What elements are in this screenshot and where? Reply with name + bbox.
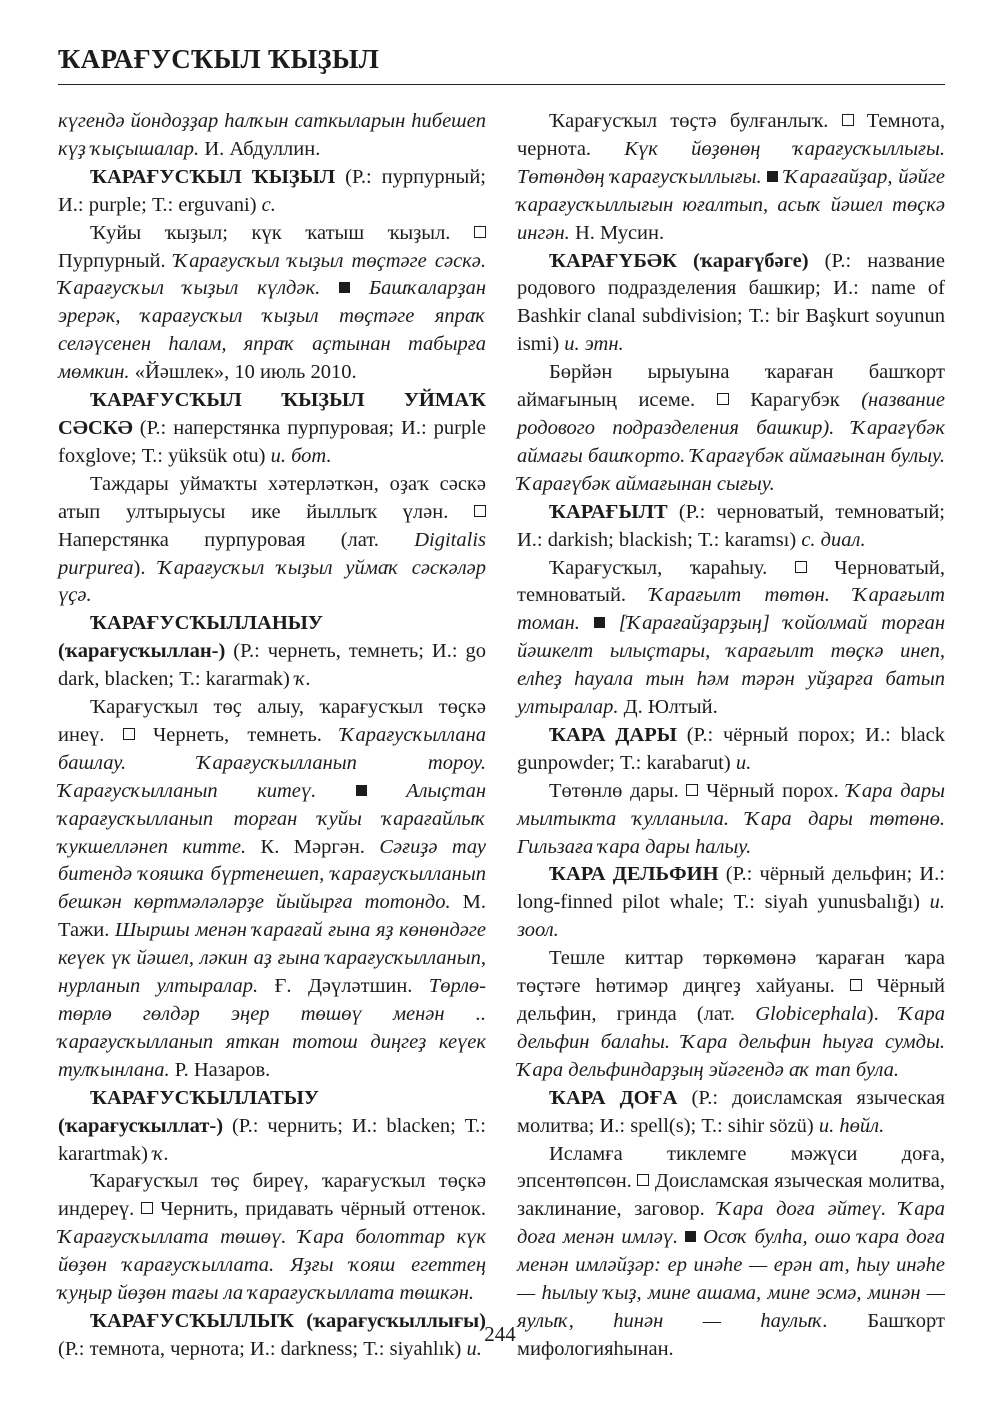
example-text: Ҡара дары мылтыкта ҡулланыла. Ҡара дары төтөнө. Гильзаға ҡара дары һалыу. xyxy=(517,779,945,858)
punctuation: ). xyxy=(133,556,159,579)
translation-text: Чёрный дельфин, гринда (лат. xyxy=(517,975,945,1025)
pos-label: и. зоол. xyxy=(517,891,945,942)
dictionary-entry xyxy=(58,164,486,220)
pos-label: и. һөйл. xyxy=(818,1114,885,1137)
left-column xyxy=(58,108,486,1364)
gloss: (Р.: чернить; И.: blacken; Т.: karartmak) xyxy=(58,1114,486,1165)
header-rule xyxy=(58,84,945,85)
quotation-text: Сәғиҙә тау битендә ҡояшка бүртенешеп, ҡарағусҡылланып бешкән көртмәләләрҙе йыйырға тотондо. xyxy=(58,835,486,914)
right-column xyxy=(517,108,945,1364)
translation-text: Чернеть, темнеть. xyxy=(134,723,341,746)
quotation-text: Ҡарағайҙар, йәйге ҡарағусҡыллығын юғалтып, асыҡ йәшел төҫкә ингән. xyxy=(517,165,946,244)
source-text: Ғ. Дәүләтшин. xyxy=(258,975,429,998)
definition xyxy=(517,778,945,862)
definition-text: Тешле киттар төркөмөнә ҡараған ҡара төҫтәге һөтимәр диңгеҙ хайуаны. xyxy=(517,947,945,998)
headword: ҠАРА ДАРЫ xyxy=(549,723,677,746)
headword: ҠАРАҒУСҠЫЛЛЫҠ (ҡарағусҡыллығы) xyxy=(90,1309,486,1332)
pos-label: и. xyxy=(735,751,752,774)
definition xyxy=(517,945,945,1085)
definition-text: Ҡуйы ҡыҙыл; күк ҡатыш ҡыҙыл. xyxy=(90,221,474,244)
source-text: «Йәшлек», 10 июль 2010. xyxy=(129,361,357,384)
source-text: Башҡорт мифологияһынан. xyxy=(517,1309,945,1360)
example-text: Ҡарағусҡыллата төшөү. Ҡара болоттар күк йөҙөн ҡарағусҡыллата. Яҙғы ҡояш егеттең ҡуңыр йөҙөн тағы ла ҡарағусҡыллата төшкән. xyxy=(58,1226,486,1305)
quotation-text: Төрлө-төрлө гөлдәр эңер төшөү менән .. ҡарағусҡылланып яткан тотош диңгеҙ кеүек тулҡынлана. xyxy=(58,975,486,1081)
translation-marker-icon xyxy=(850,979,862,991)
gloss: (Р.: чёрный порох; И.: black gunpowder; Т.: karabarut) xyxy=(517,723,945,774)
definition-text: Ҡарағусҡыл төҫ биреү, ҡарағусҡыл төҫкә индереү. xyxy=(58,1170,486,1221)
example-text: Ҡарағылт төтөн. Ҡарағылт томан. xyxy=(517,584,945,635)
quotation-text: Башҡаларҙан эрерәк, ҡарағусҡыл ҡыҙыл төҫтәге япраҡ селәүсенен һалам, япраҡ аҫтынан табырға мөмкин. xyxy=(58,277,487,384)
pos-label: и. этн. xyxy=(564,333,624,356)
dictionary-entry xyxy=(517,248,945,360)
gloss: (Р.: доисламская языческая молитва; И.: spell(s); Т.: sihir sözü) xyxy=(517,1086,945,1137)
quotation-marker-icon xyxy=(339,282,350,293)
definition xyxy=(517,359,945,499)
definition-text: Таждары уймаҡты хәтерләткән, оҙаҡ сәскә атып ултырыусы ике йыллыҡ үлән. xyxy=(58,472,486,523)
quotation-marker-icon xyxy=(356,785,367,796)
source-text: К. Мәргән. xyxy=(246,835,380,858)
gloss: (Р.: наперстянка пурпуровая; И.: purple foxglove; Т.: yüksük otu) xyxy=(58,416,486,467)
translation-text: Черноватый, темноватый. xyxy=(517,556,945,607)
headword: ҠАРА ДЕЛЬФИН xyxy=(549,863,719,886)
translation-text: Чёрный порох. xyxy=(698,779,847,802)
translation-marker-icon xyxy=(474,226,486,238)
pos-label: и. бот. xyxy=(270,444,332,467)
definition-text: Бөрйән ырыуына ҡараған башҡорт аймағының исеме. xyxy=(517,361,945,412)
definition xyxy=(58,220,486,387)
translation-marker-icon xyxy=(795,561,807,573)
example-text: күгендә йондоҙҙар һалҡын саткыларын һибешеп күҙ ҡыҫышалар. xyxy=(58,110,486,160)
example-text: Ҡарағусҡыл ҡыҙыл уймаҡ сәскәләр үҫә. xyxy=(58,556,486,607)
definition-text: Исламға тиклемге мәжүси доға, эпсентөпсөн. xyxy=(517,1142,945,1193)
quotation-marker-icon xyxy=(685,1231,696,1242)
translation-marker-icon xyxy=(842,114,854,126)
quotation-text: Шыршы менән ҡарағай ғына яҙ көнөндәге кеүек үк йәшел, ләкин аҙ ғына ҡарағусҡылланып, нурланып ултыралар. xyxy=(58,919,487,998)
definition xyxy=(58,471,486,611)
headword: ҠАРАҒУСҠЫЛ ҠЫҘЫЛ УЙМАҠ СӘСКӘ xyxy=(58,389,486,439)
pos-label: с. xyxy=(261,193,276,216)
source-text: М. Тажи. xyxy=(58,891,486,942)
gloss: (Р.: название родового подразделения башкир; И.: name of Bashkir clanal subdivision; Т.: bir Başkurt soyunun ismi) xyxy=(517,249,946,356)
punctuation: ). xyxy=(866,1003,899,1025)
source-text: И. Абдуллин. xyxy=(199,137,321,160)
headword: ҠАРАҒҮБӘК (ҡарағүбәге) xyxy=(549,249,809,272)
definition-text: Ҡарағусҡыл төҫтә булғанлыҡ. xyxy=(549,110,842,132)
page-number: 244 xyxy=(484,1322,516,1346)
translation-text: Чернить, придавать чёрный оттенок. xyxy=(153,1198,486,1221)
definition xyxy=(58,694,486,1085)
definition xyxy=(58,1168,486,1308)
quotation-marker-icon xyxy=(767,171,778,182)
pos-label: с. диал. xyxy=(801,528,866,551)
gloss: (Р.: черноватый, темноватый; И.: darkish; blackish; Т.: karamsı) xyxy=(517,500,945,551)
dictionary-entry xyxy=(58,1085,486,1169)
example-text: Күк йөҙөнөң ҡарағусҡыллығы. Төтөндөң ҡарағусҡыллығы. xyxy=(517,137,945,188)
latin-name: Digitalis purpurea xyxy=(58,528,486,579)
definition-text: Төтөнлө дары. xyxy=(549,779,687,802)
gloss: (Р.: пурпурный; И.: purple; Т.: erguvani) xyxy=(58,165,486,216)
pos-label: ҡ. xyxy=(153,1142,169,1165)
translation-marker-icon xyxy=(637,1174,649,1186)
headword: ҠАРАҒЫЛТ xyxy=(549,500,668,523)
translation-marker-icon xyxy=(686,784,698,796)
source-text: Н. Мусин. xyxy=(569,221,665,244)
translation-text: Темнота, чернота. xyxy=(517,110,945,160)
headword: ҠАРАҒУСҠЫЛЛАНЫУ (ҡарағусҡыллан-) xyxy=(58,612,323,663)
dictionary-entry xyxy=(517,499,945,555)
pos-label: и. xyxy=(466,1337,482,1360)
dictionary-entry xyxy=(58,387,486,471)
running-head: ҠАРАҒУСҠЫЛ ҠЫҘЫЛ xyxy=(58,44,380,74)
example-text: Ҡарағусҡыллана башлау. Ҡарағусҡылланып тороу. Ҡарағусҡылланып китеү. xyxy=(58,723,486,802)
translation-text: Карагубэк xyxy=(728,389,862,412)
definition-text: Ҡарағусҡыл, ҡараһыу. xyxy=(549,556,795,579)
latin-name: Globicephala xyxy=(755,1003,867,1025)
quotation-text: [Ҡарағайҙарҙың] ҡойолмай торған йәшкелт ылыҫтары, ҡарағылт төҫкә инеп, елһеҙ һауала тын һәм тәрән уйҙарға батып ултыралар. xyxy=(517,612,945,719)
quotation-marker-icon xyxy=(594,617,605,628)
translation-marker-icon xyxy=(141,1202,153,1214)
translation-marker-icon xyxy=(474,505,486,517)
gloss: (Р.: чёрный дельфин; И.: long-finned pilot whale; Т.: siyah yunusbalığı) xyxy=(517,863,945,914)
dictionary-entry xyxy=(517,722,945,778)
definition xyxy=(517,555,945,722)
quotation-text: Алыҫтан ҡарағусҡылланып торған ҡуйы ҡарағайлыҡ ҡукшелләнеп китте. xyxy=(58,779,486,858)
gloss: (Р.: темнота, чернота; И.: darkness; Т.: siyahlık) xyxy=(58,1337,467,1360)
source-text: Р. Назаров. xyxy=(169,1058,271,1081)
dictionary-entry xyxy=(517,1085,945,1141)
translation-text: Наперстянка пурпуровая (лат. xyxy=(58,528,415,551)
headword: ҠАРАҒУСҠЫЛЛАТЫУ (ҡарағусҡыллат-) xyxy=(58,1086,319,1137)
example-text: Ҡара доға әйтеү. Ҡара доға менән имләү. xyxy=(517,1198,945,1249)
translation-text: Доисламская языческая молитва, заклинание, заговор. xyxy=(517,1170,945,1221)
paragraph xyxy=(58,108,486,164)
example-text: (название родового подразделения башкир). Ҡарағүбәк аймағы башҡорто. Ҡарағүбәк аймағынан булыу. Ҡарағүбәк аймағынан сығыу. xyxy=(517,389,945,495)
translation-marker-icon xyxy=(717,393,729,405)
pos-label: ҡ. xyxy=(295,668,311,691)
dictionary-entry xyxy=(58,610,486,694)
gloss: (Р.: чернеть, темнеть; И.: go dark, blacken; Т.: kararmak) xyxy=(58,640,486,691)
source-text: Д. Юлтый. xyxy=(618,696,718,719)
definition xyxy=(517,108,945,248)
dictionary-entry xyxy=(517,861,945,945)
translation-text: Пурпурный. xyxy=(58,249,174,272)
example-text: Ҡарағусҡыл ҡыҙыл төҫтәге сәскә. Ҡарағусҡыл ҡыҙыл күлдәк. xyxy=(58,249,486,300)
translation-marker-icon xyxy=(123,728,135,740)
quotation-text: Осоҡ булһа, ошо ҡара доға менән имләйҙәр: ер инәһе — ерән ат, һыу инәһе — һылыу ҡыҙ, мине ашама, мине эсмә, минән — яулыҡ, һинән — һаулыҡ. xyxy=(517,1226,945,1332)
example-text: Ҡара дельфин балаһы. Ҡара дельфин һыуға сумды. Ҡара дельфиндарҙың эйәгендә аҡ тап була. xyxy=(517,1003,945,1081)
headword: ҠАРА ДОҒА xyxy=(549,1086,678,1109)
definition-text: Ҡарағусҡыл төҫ алыу, ҡарағусҡыл төҫкә инеү. xyxy=(58,696,486,746)
headword: ҠАРАҒУСҠЫЛ ҠЫҘЫЛ xyxy=(90,165,336,188)
